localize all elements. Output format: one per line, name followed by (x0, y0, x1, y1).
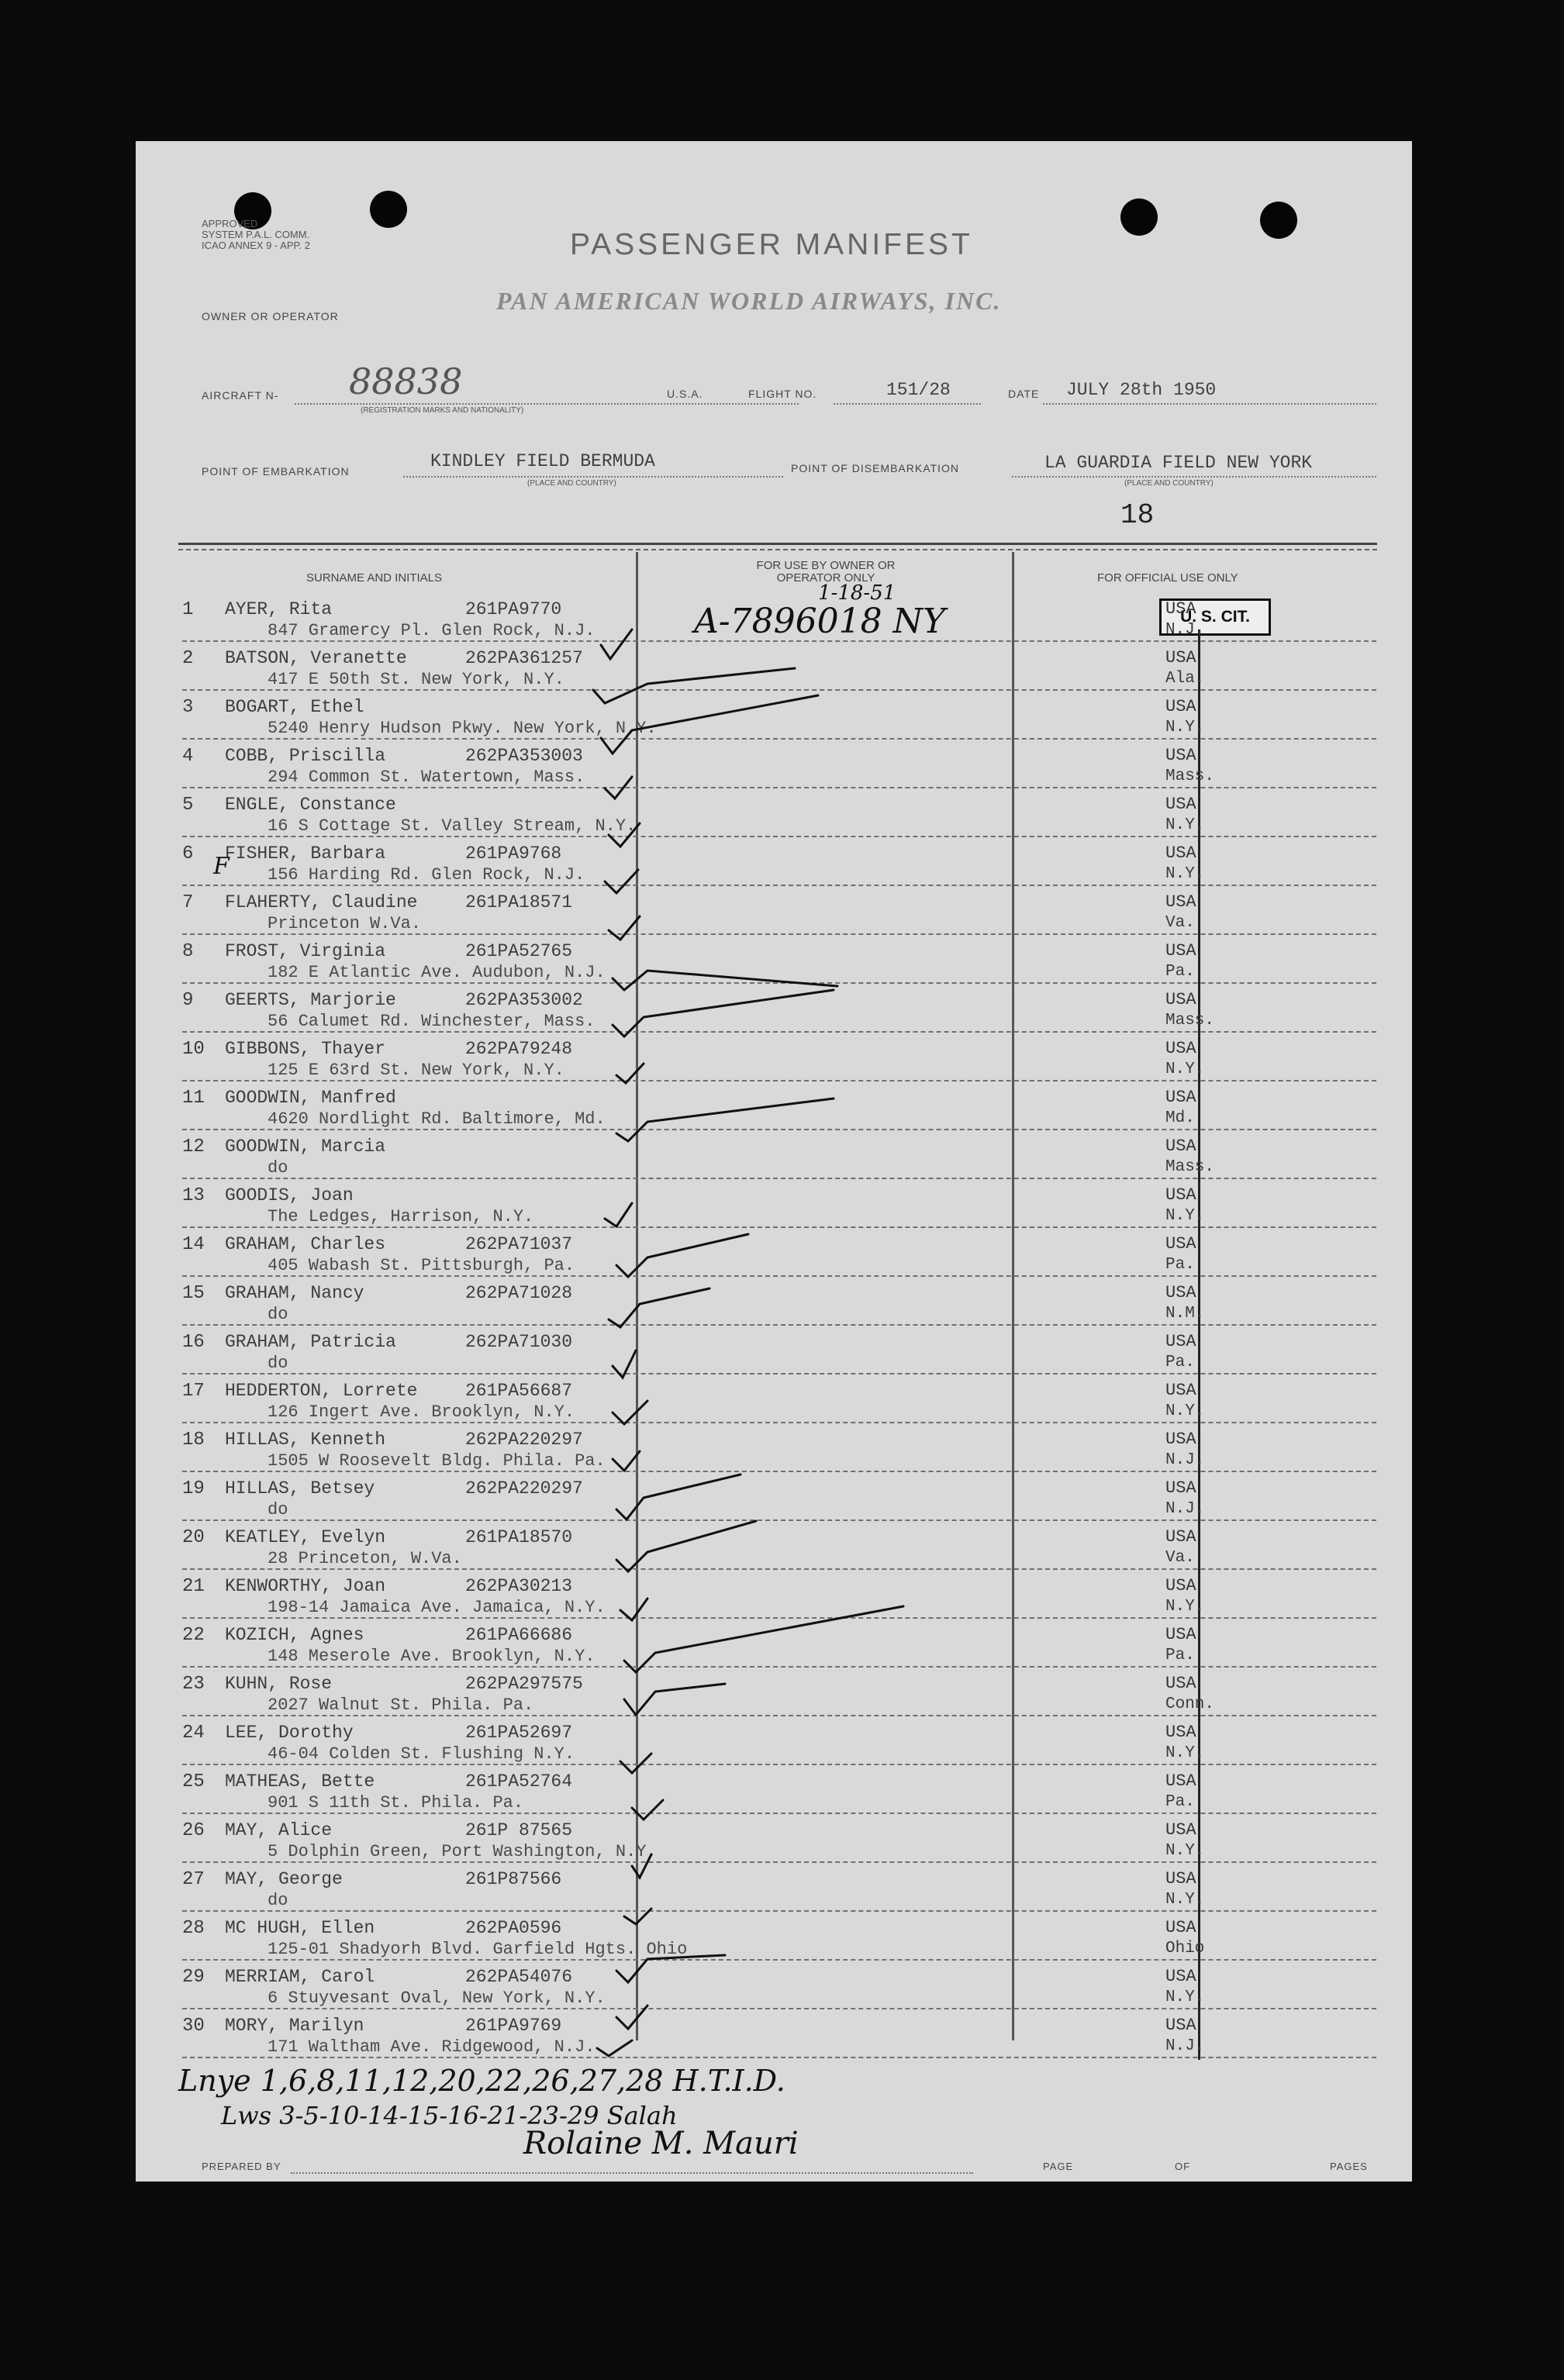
passport-number: 261PA9769 (465, 2016, 562, 2036)
passenger-name: MC HUGH, Ellen (225, 1918, 375, 1938)
col-surname-header: SURNAME AND INITIALS (306, 571, 443, 585)
residence-state: N.J. (1165, 1451, 1205, 1469)
residence-state: N.Y. (1165, 1891, 1205, 1909)
embark-point: KINDLEY FIELD BERMUDA (430, 451, 655, 471)
row-number: 4 (182, 746, 194, 767)
passenger-name: KENWORTHY, Joan (225, 1576, 386, 1596)
approval-line: APPROVED (202, 218, 258, 229)
passport-number: 261PA66686 (465, 1625, 573, 1645)
row-number: 14 (182, 1234, 205, 1255)
row-number: 21 (182, 1576, 205, 1597)
passenger-address: 2027 Walnut St. Phila. Pa. (268, 1695, 534, 1715)
us-citizen-stamp: U. S. CIT. (1159, 598, 1271, 636)
passenger-address: 417 E 50th St. New York, N.Y. (268, 670, 564, 689)
passenger-name: MATHEAS, Bette (225, 1771, 375, 1792)
passenger-name: MORY, Marilyn (225, 2016, 364, 2036)
check-mark (620, 1599, 647, 1620)
passenger-address: 198-14 Jamaica Ave. Jamaica, N.Y. (268, 1598, 606, 1617)
embark-label: POINT OF EMBARKATION (202, 465, 350, 478)
passenger-address: 171 Waltham Ave. Ridgewood, N.J. (268, 2037, 596, 2057)
passenger-name: HILLAS, Kenneth (225, 1430, 386, 1450)
check-mark (620, 1754, 651, 1773)
passenger-name: GRAHAM, Patricia (225, 1332, 396, 1352)
row-number: 23 (182, 1674, 205, 1695)
check-mark (609, 1288, 709, 1327)
passport-number: 261PA52764 (465, 1771, 573, 1792)
residence-state: N.Y. (1165, 1744, 1205, 1762)
passport-number: 262PA220297 (465, 1430, 583, 1450)
passenger-name: FLAHERTY, Claudine (225, 892, 418, 912)
citizenship: USA (1165, 795, 1196, 814)
row-number: 10 (182, 1039, 205, 1060)
passport-number: 261PA9768 (465, 843, 562, 864)
residence-state: N.Y. (1165, 1061, 1205, 1078)
check-mark (616, 2006, 647, 2029)
row-number: 20 (182, 1527, 205, 1548)
passport-number: 262PA71037 (465, 1234, 573, 1254)
passenger-name: FISHER, Barbara (225, 843, 386, 864)
margin-mark: F (213, 853, 230, 880)
page-title: PASSENGER MANIFEST (570, 228, 973, 261)
passport-number: 262PA353003 (465, 746, 583, 766)
manifest-sheet (136, 141, 1412, 2182)
check-mark (624, 1606, 903, 1672)
residence-state: Pa. (1165, 963, 1195, 981)
row-number: 13 (182, 1185, 205, 1206)
of-label: OF (1175, 2161, 1191, 2172)
passport-number: 261PA18571 (465, 892, 573, 912)
residence-state: Pa. (1165, 1793, 1195, 1811)
residence-state: Pa. (1165, 1354, 1195, 1371)
citizenship: USA (1165, 648, 1196, 667)
residence-state: Mass. (1165, 1012, 1215, 1030)
residence-state: N.Y. (1165, 816, 1205, 834)
citizenship: USA (1165, 1869, 1196, 1888)
check-mark (632, 1854, 651, 1878)
passenger-name: AYER, Rita (225, 599, 333, 619)
residence-state: Mass. (1165, 767, 1215, 785)
passenger-address: 156 Harding Rd. Glen Rock, N.J. (268, 865, 585, 885)
row-number: 6 (182, 843, 194, 864)
residence-state: N.J. (1165, 2037, 1205, 2055)
row-number: 8 (182, 941, 194, 962)
citizenship: USA (1165, 1625, 1196, 1644)
check-mark (593, 668, 795, 703)
passenger-address: 126 Ingert Ave. Brooklyn, N.Y. (268, 1402, 575, 1422)
row-number: 5 (182, 795, 194, 816)
row-number: 11 (182, 1088, 205, 1109)
row-number: 27 (182, 1869, 205, 1890)
check-mark (613, 971, 837, 990)
passport-number: 261P87566 (465, 1869, 562, 1889)
citizenship: USA (1165, 599, 1196, 619)
passenger-address: 405 Wabash St. Pittsburgh, Pa. (268, 1256, 575, 1275)
flight-date: JULY 28th 1950 (1066, 380, 1217, 400)
citizenship: USA (1165, 2016, 1196, 2035)
row-number: 9 (182, 990, 194, 1011)
passenger-address: 16 S Cottage St. Valley Stream, N.Y. (268, 816, 637, 836)
row-number: 19 (182, 1478, 205, 1499)
passenger-address: 901 S 11th St. Phila. Pa. (268, 1793, 524, 1813)
disembark-label: POINT OF DISEMBARKATION (791, 462, 959, 474)
check-mark (609, 823, 640, 847)
col-official-header: FOR OFFICIAL USE ONLY (1097, 571, 1238, 585)
residence-state: Va. (1165, 914, 1195, 932)
residence-state: Ohio (1165, 1940, 1205, 1957)
check-mark (616, 1234, 748, 1277)
passenger-address: The Ledges, Harrison, N.Y. (268, 1207, 534, 1226)
row-number: 1 (182, 599, 194, 620)
check-mark (616, 1475, 741, 1519)
citizenship: USA (1165, 1381, 1196, 1400)
passenger-address: do (268, 1354, 288, 1373)
passenger-address: 4620 Nordlight Rd. Baltimore, Md. (268, 1109, 606, 1129)
passenger-address: 148 Meserole Ave. Brooklyn, N.Y. (268, 1647, 596, 1666)
check-mark (601, 695, 818, 754)
flight-number: 151/28 (886, 380, 951, 400)
passenger-address: 46-04 Colden St. Flushing N.Y. (268, 1744, 575, 1764)
row-number: 22 (182, 1625, 205, 1646)
passenger-name: MAY, George (225, 1869, 343, 1889)
aircraft-label: AIRCRAFT N- (202, 389, 279, 402)
check-mark (613, 990, 834, 1037)
row-number: 16 (182, 1332, 205, 1353)
citizenship: USA (1165, 843, 1196, 863)
passport-number: 261PA52765 (465, 941, 573, 961)
passport-number: 262PA361257 (465, 648, 583, 668)
check-mark (605, 1203, 632, 1226)
check-mark (616, 1521, 756, 1571)
row-number: 2 (182, 648, 194, 669)
check-mark (605, 870, 638, 893)
passenger-name: BATSON, Veranette (225, 648, 407, 668)
citizenship: USA (1165, 1576, 1196, 1595)
passenger-address: do (268, 1158, 288, 1178)
place-sub: (PLACE AND COUNTRY) (527, 479, 616, 488)
passport-number: 262PA0596 (465, 1918, 562, 1938)
passport-number: 262PA297575 (465, 1674, 583, 1694)
residence-state: N.Y. (1165, 719, 1205, 736)
residence-state: Va. (1165, 1549, 1195, 1567)
handwritten-footer-note: Lnye 1,6,8,11,12,20,22,26,27,28 H.T.I.D. (178, 2064, 785, 2098)
residence-state: Conn. (1165, 1695, 1215, 1713)
handwritten-footer-note: Lws 3-5-10-14-15-16-21-23-29 Salah (221, 2101, 678, 2130)
citizenship: USA (1165, 1088, 1196, 1107)
check-mark (624, 1909, 651, 1924)
citizenship: USA (1165, 941, 1196, 961)
row-number: 7 (182, 892, 194, 913)
row-number: 18 (182, 1430, 205, 1450)
row-number: 26 (182, 1820, 205, 1841)
passport-number: 262PA54076 (465, 1967, 573, 1987)
passenger-name: GOODWIN, Marcia (225, 1137, 386, 1157)
passenger-name: KUHN, Rose (225, 1674, 333, 1694)
residence-state: N.M. (1165, 1305, 1205, 1323)
handwritten-alien-number: A-7896018 NY (694, 602, 946, 641)
citizenship: USA (1165, 1430, 1196, 1449)
row-number: 17 (182, 1381, 205, 1402)
checkmarks-overlay (136, 141, 1412, 2182)
passenger-name: MERRIAM, Carol (225, 1967, 375, 1987)
residence-state: N.J. (1165, 1500, 1205, 1518)
check-mark (616, 1064, 644, 1083)
owner-label: OWNER OR OPERATOR (202, 310, 339, 323)
passenger-address: 56 Calumet Rd. Winchester, Mass. (268, 1012, 596, 1031)
row-number: 12 (182, 1137, 205, 1157)
citizenship: USA (1165, 1039, 1196, 1058)
passenger-address: 5 Dolphin Green, Port Washington, N.Y. (268, 1842, 657, 1861)
passport-number: 262PA220297 (465, 1478, 583, 1499)
disembark-point: LA GUARDIA FIELD NEW YORK (1044, 453, 1313, 473)
passport-number: 262PA30213 (465, 1576, 573, 1596)
check-mark (616, 1099, 834, 1141)
passenger-address: do (268, 1891, 288, 1910)
citizenship: USA (1165, 1527, 1196, 1547)
check-mark (597, 2040, 632, 2056)
passenger-address: Princeton W.Va. (268, 914, 422, 933)
citizenship: USA (1165, 892, 1196, 912)
check-mark (624, 1684, 725, 1715)
passport-number: 261P 87565 (465, 1820, 573, 1840)
row-number: 15 (182, 1283, 205, 1304)
residence-state: Mass. (1165, 1158, 1215, 1176)
check-mark (601, 629, 632, 659)
passport-number: 261PA56687 (465, 1381, 573, 1401)
citizenship: USA (1165, 1283, 1196, 1302)
date-label: DATE (1008, 388, 1040, 400)
citizenship: USA (1165, 1137, 1196, 1156)
airline-name: PAN AMERICAN WORLD AIRWAYS, INC. (496, 287, 1002, 315)
residence-state: N.Y. (1165, 1842, 1205, 1860)
row-number: 29 (182, 1967, 205, 1988)
passenger-address: 6 Stuyvesant Oval, New York, N.Y. (268, 1989, 606, 2008)
passenger-name: HEDDERTON, Lorrete (225, 1381, 418, 1401)
aircraft-number: 88838 (349, 360, 463, 402)
prepared-by-underline (291, 2172, 973, 2174)
passenger-address: 1505 W Roosevelt Bldg. Phila. Pa. (268, 1451, 606, 1471)
passenger-address: 125 E 63rd St. New York, N.Y. (268, 1061, 564, 1080)
handwritten-signature: Rolaine M. Mauri (523, 2126, 799, 2161)
passenger-address: 182 E Atlantic Ave. Audubon, N.J. (268, 963, 606, 982)
passenger-name: COBB, Priscilla (225, 746, 386, 766)
passport-number: 262PA353002 (465, 990, 583, 1010)
check-mark (632, 1800, 663, 1819)
passenger-address: 28 Princeton, W.Va. (268, 1549, 462, 1568)
residence-state: N.J. (1165, 621, 1205, 639)
passenger-address: 125-01 Shadyorh Blvd. Garfield Hgts. Ohio (268, 1940, 688, 1959)
passenger-address: 294 Common St. Watertown, Mass. (268, 767, 585, 787)
citizenship: USA (1165, 697, 1196, 716)
passport-number: 262PA71028 (465, 1283, 573, 1303)
citizenship: USA (1165, 1674, 1196, 1693)
check-mark (616, 1955, 725, 1982)
check-mark (613, 1451, 640, 1471)
row-number: 30 (182, 2016, 205, 2037)
place-sub: (PLACE AND COUNTRY) (1124, 479, 1214, 488)
passenger-name: GOODIS, Joan (225, 1185, 354, 1206)
approval-line: ICAO ANNEX 9 - APP. 2 (202, 240, 310, 251)
pages-label: PAGES (1330, 2161, 1368, 2172)
passenger-name: HILLAS, Betsey (225, 1478, 375, 1499)
citizenship: USA (1165, 1967, 1196, 1986)
citizenship: USA (1165, 746, 1196, 765)
passenger-address: do (268, 1500, 288, 1519)
passenger-name: BOGART, Ethel (225, 697, 364, 717)
passenger-name: FROST, Virginia (225, 941, 386, 961)
sheet-count: 18 (1120, 499, 1155, 531)
prepared-by-label: PREPARED BY (202, 2161, 281, 2172)
residence-state: N.Y. (1165, 1598, 1205, 1616)
approval-line: SYSTEM P.A.L. COMM. (202, 229, 310, 240)
col-owner-header: FOR USE BY OWNER OR OPERATOR ONLY (756, 559, 896, 585)
check-mark (613, 1350, 636, 1378)
passenger-name: GRAHAM, Charles (225, 1234, 386, 1254)
flight-label: FLIGHT NO. (748, 388, 817, 400)
passenger-name: GRAHAM, Nancy (225, 1283, 364, 1303)
passenger-name: ENGLE, Constance (225, 795, 396, 815)
passport-number: 262PA71030 (465, 1332, 573, 1352)
check-mark (605, 777, 632, 799)
passenger-name: KEATLEY, Evelyn (225, 1527, 386, 1547)
passport-number: 261PA18570 (465, 1527, 573, 1547)
residence-state: Ala. (1165, 670, 1205, 688)
citizenship: USA (1165, 1185, 1196, 1205)
citizenship: USA (1165, 1918, 1196, 1937)
passenger-name: LEE, Dorothy (225, 1723, 354, 1743)
passenger-address: do (268, 1305, 288, 1324)
row-number: 25 (182, 1771, 205, 1792)
residence-state: Md. (1165, 1109, 1195, 1127)
residence-state: N.Y. (1165, 1989, 1205, 2006)
residence-state: N.Y. (1165, 1207, 1205, 1225)
residence-state: Pa. (1165, 1256, 1195, 1274)
registration-sub: (REGISTRATION MARKS AND NATIONALITY) (361, 406, 524, 415)
page-label: PAGE (1043, 2161, 1074, 2172)
usa-label: U.S.A. (667, 388, 703, 400)
check-mark (609, 916, 640, 940)
citizenship: USA (1165, 990, 1196, 1009)
residence-state: N.Y. (1165, 1402, 1205, 1420)
passenger-address: 847 Gramercy Pl. Glen Rock, N.J. (268, 621, 596, 640)
passenger-name: KOZICH, Agnes (225, 1625, 364, 1645)
passenger-name: GOODWIN, Manfred (225, 1088, 396, 1108)
row-number: 28 (182, 1918, 205, 1939)
row-number: 3 (182, 697, 194, 718)
citizenship: USA (1165, 1332, 1196, 1351)
residence-state: Pa. (1165, 1647, 1195, 1664)
passenger-name: GIBBONS, Thayer (225, 1039, 386, 1059)
row-number: 24 (182, 1723, 205, 1744)
passport-number: 261PA9770 (465, 599, 562, 619)
passenger-name: GEERTS, Marjorie (225, 990, 396, 1010)
citizenship: USA (1165, 1234, 1196, 1254)
citizenship: USA (1165, 1478, 1196, 1498)
residence-state: N.Y. (1165, 865, 1205, 883)
passenger-address: 5240 Henry Hudson Pkwy. New York, N.Y. (268, 719, 657, 738)
handwritten-date: 1-18-51 (818, 581, 896, 605)
citizenship: USA (1165, 1723, 1196, 1742)
passport-number: 262PA79248 (465, 1039, 573, 1059)
check-mark (613, 1401, 647, 1424)
passenger-name: MAY, Alice (225, 1820, 333, 1840)
citizenship: USA (1165, 1771, 1196, 1791)
passport-number: 261PA52697 (465, 1723, 573, 1743)
citizenship: USA (1165, 1820, 1196, 1840)
